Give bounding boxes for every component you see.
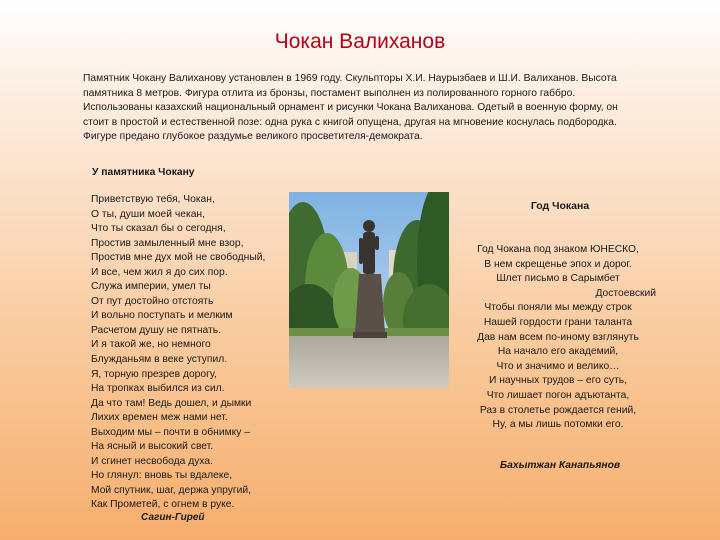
poem-line: И все, чем жил я до сих пор.	[91, 266, 228, 278]
page-title: Чокан Валиханов	[274, 30, 446, 53]
right-poem-heading: Год Чокана	[530, 200, 590, 212]
poem-line: На начало его академий,	[497, 346, 619, 358]
poem-line: Как Прометей, с огнем в руке.	[91, 499, 235, 511]
poem-line: В нем скрещенье эпох и дорог.	[484, 258, 632, 270]
poem-line: Ну, а мы лишь потомки его.	[492, 419, 624, 431]
poem-line: Шлет письмо в Сарымбет	[496, 273, 620, 285]
poem-line: Год Чокана под знаком ЮНЕСКО,	[477, 244, 639, 255]
poem-author: Сагин-Гирей	[141, 512, 205, 523]
poem-line: Я, торную презрев дорогу,	[91, 368, 217, 380]
poem-line: Мой спутник, шаг, держа упругий,	[91, 484, 252, 496]
poem-left	[91, 193, 291, 513]
monument-photo	[289, 192, 449, 388]
poem-line: От пут достойно отстоять	[91, 295, 214, 307]
poem-line: Что лишает погон адъютанта,	[486, 389, 630, 401]
poem-line: Простив замыленный мне взор,	[91, 237, 244, 249]
poem-right	[460, 243, 656, 433]
poem-line: Раз в столетье рождается гений,	[479, 404, 637, 416]
poem-line: Простив мне дух мой не свободный,	[91, 252, 266, 264]
intro-paragraph: Памятник Чокану Валиханову установлен в 1969 году. Скульпторы Х.И. Наурызбаев и Ш.И. Валиханов. Высота памятника 8 метров. Фигура отлита из бронзы, постамент выполнен из полированного горного габбро. Использованы казахский национальный орнамент и рисунки Чокана Валиханова. Одетый в военную форму, он стоит в простой и естественной позе: одна рука с книгой опущена, другая на мгновение коснулась подбородка. Фигуре предано глубокое раздумье великого просветителя-демократа.	[83, 73, 618, 143]
poem-line: Чтобы поняли мы между строк	[484, 302, 632, 314]
poem-line: Выходим мы – почти в обнимку –	[91, 426, 251, 438]
poem-line: На ясный и высокий свет.	[91, 441, 214, 453]
monument-photo-illustration	[289, 192, 449, 388]
poem-line: И я такой же, но немного	[91, 339, 211, 351]
poem-line: Лихих времен меж нами нет.	[91, 412, 228, 424]
poem-line: О ты, души моей чекан,	[91, 208, 205, 220]
poem-line: На тропках выбился из сил.	[91, 383, 225, 395]
poem-line: Что ты сказал бы о сегодня,	[91, 223, 226, 235]
poem-line: Что и значимо и велико…	[496, 360, 620, 372]
poem-line: И научных трудов – его суть,	[488, 375, 628, 387]
poem-line: Достоевский	[595, 287, 656, 299]
poem-line: Но глянул: вновь ты вдалеке,	[91, 470, 233, 482]
poem-line: Расчетом душу не пятнать.	[91, 324, 221, 336]
poem-line: Нашей гордости грани таланта	[483, 316, 633, 328]
poem-line: И вольно поступать и мелким	[91, 310, 233, 322]
poem-line: Блужданьям в веке уступил.	[91, 354, 228, 366]
right-poem-author: Бахытжан Канапьянов	[499, 460, 621, 471]
poem-line: Дав нам всем по-иному взглянуть	[477, 331, 639, 343]
poem-line: Служа империи, умел ты	[91, 281, 211, 293]
poem-line: Да что там! Ведь дошел, и дымки	[91, 397, 252, 409]
poem-line: Приветствую тебя, Чокан,	[91, 194, 215, 205]
poem-heading: У памятника Чокану	[92, 167, 195, 178]
poem-line: И сгинет несвобода духа.	[91, 455, 213, 467]
